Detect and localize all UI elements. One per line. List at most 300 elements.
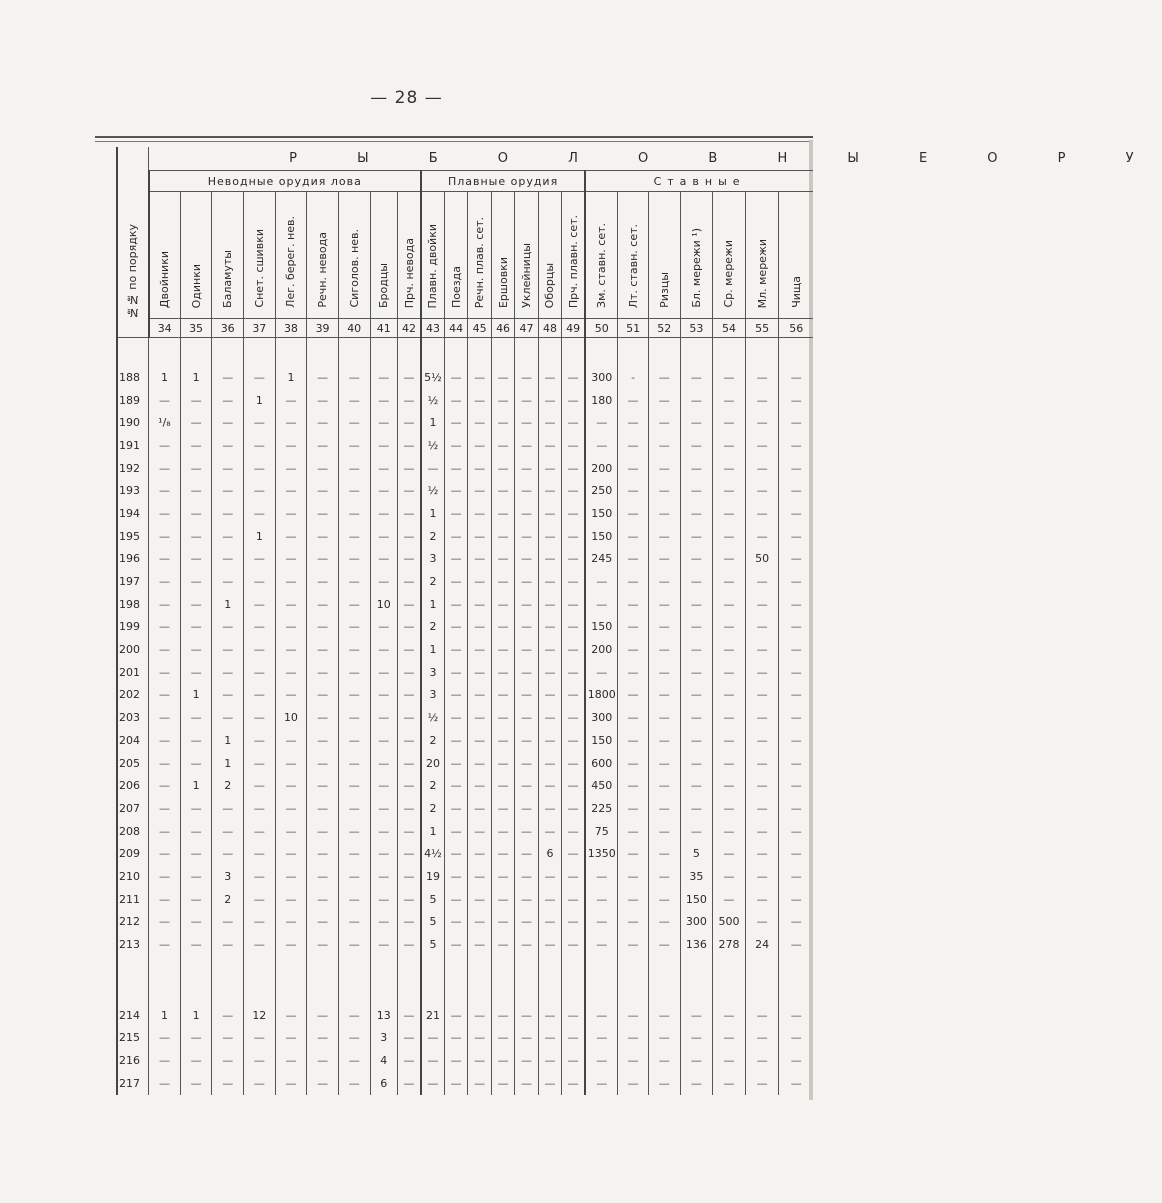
table-cell: — [468,774,491,797]
table-cell: — [307,684,339,707]
table-cell: — [398,502,421,525]
gap-cell [275,956,307,1004]
table-cell: — [648,434,680,457]
table-cell: 3 [421,684,444,707]
table-cell: — [212,389,244,412]
table-cell: — [562,638,585,661]
table-cell: — [444,706,467,729]
table-cell: — [149,911,181,934]
table-cell: — [515,525,538,548]
table-cell: — [618,661,649,684]
table-cell: 1800 [585,684,618,707]
table-cell: — [648,525,680,548]
table-cell: — [562,457,585,480]
table-cell: — [538,684,561,707]
table-cell: — [538,911,561,934]
table-cell: — [444,888,467,911]
gap-cell [680,956,713,1004]
table-cell: — [562,1004,585,1027]
table-cell: — [618,865,649,888]
column-name: Оборцы [543,262,557,308]
table-cell: — [538,933,561,956]
table-cell: 2 [212,888,244,911]
table-cell: — [618,411,649,434]
table-cell: — [779,548,813,571]
gap-cell [713,956,746,1004]
row-number: 204 [117,729,149,752]
table-cell: — [713,729,746,752]
table-cell: 1 [421,820,444,843]
spacer-cell [398,338,421,367]
row-number: 203 [117,706,149,729]
table-cell: — [444,797,467,820]
table-row [117,865,813,888]
table-cell: — [538,638,561,661]
table-cell: — [648,616,680,639]
table-cell: — [491,933,514,956]
table-cell: — [680,593,713,616]
row-number: 215 [117,1027,149,1050]
table-cell: — [468,548,491,571]
table-cell: — [515,502,538,525]
table-cell: — [468,865,491,888]
table-cell: 3 [212,865,244,888]
table-cell: — [618,502,649,525]
row-number: 188 [117,366,149,389]
table-cell: — [538,797,561,820]
table-cell: — [562,729,585,752]
table-cell: — [212,1072,244,1095]
table-cell: — [713,616,746,639]
table-cell: 3 [421,661,444,684]
table-cell: — [648,865,680,888]
table-cell: — [398,661,421,684]
table-cell: — [779,366,813,389]
table-cell: — [538,774,561,797]
column-name: Одинки [189,263,203,308]
table-cell: — [515,911,538,934]
table-cell: — [538,888,561,911]
table-cell: — [468,638,491,661]
table-cell: 180 [585,389,618,412]
table-row [117,1072,813,1095]
table-cell: — [307,434,339,457]
table-cell: 2 [421,616,444,639]
spacer-row [117,338,813,367]
table-cell: — [618,1072,649,1095]
table-row [117,616,813,639]
table-cell: — [370,820,398,843]
table-cell: — [149,797,181,820]
table-cell: — [275,820,307,843]
table-cell: — [244,933,276,956]
column-name: Баламуты [221,250,235,308]
table-cell: — [307,593,339,616]
table-cell: — [713,1049,746,1072]
table-cell: — [745,638,779,661]
table-cell: — [275,661,307,684]
table-cell: — [779,502,813,525]
table-cell: — [149,502,181,525]
table-cell: — [275,933,307,956]
table-cell: — [338,752,370,775]
table-cell: — [398,434,421,457]
table-cell: — [149,525,181,548]
column-name: Плавн. двойки [426,223,440,308]
table-cell: — [444,1004,467,1027]
table-cell: — [149,752,181,775]
column-number: 53 [680,319,713,338]
row-number: 196 [117,548,149,571]
column-number: 40 [338,319,370,338]
table-cell: — [562,593,585,616]
table-cell: — [468,888,491,911]
table-cell: — [444,457,467,480]
spacer-cell [648,338,680,367]
table-cell: — [779,865,813,888]
table-cell: 1350 [585,842,618,865]
column-header-42 [398,192,421,319]
table-cell: — [275,842,307,865]
table-cell: 2 [212,774,244,797]
table-cell: — [149,638,181,661]
table-cell: — [398,865,421,888]
table-cell: 1 [244,389,276,412]
table-cell: — [491,888,514,911]
table-cell: — [444,638,467,661]
table-cell: — [275,865,307,888]
table-cell: — [515,797,538,820]
table-cell: — [338,1049,370,1072]
table-cell: — [370,706,398,729]
table-cell: — [468,411,491,434]
table-cell: — [370,434,398,457]
table-cell: — [275,389,307,412]
column-name: Ср. мережи [722,240,736,308]
table-cell: ½ [421,706,444,729]
table-cell: — [538,548,561,571]
table-cell: — [468,1049,491,1072]
table-cell: — [275,911,307,934]
table-cell: — [713,797,746,820]
table-cell: 150 [585,616,618,639]
table-cell: — [515,411,538,434]
table-cell: — [618,729,649,752]
gap-cell [779,956,813,1004]
table-cell: — [648,411,680,434]
table-row [117,479,813,502]
table-cell: — [562,661,585,684]
table-cell: — [745,616,779,639]
table-cell: — [275,525,307,548]
table-row [117,548,813,571]
table-cell: — [212,548,244,571]
spacer-cell [515,338,538,367]
table-cell: — [149,616,181,639]
table-cell: — [212,684,244,707]
column-number: 45 [468,319,491,338]
gap-cell [538,956,561,1004]
table-cell: — [779,389,813,412]
column-number: 35 [180,319,212,338]
top-rule-thin [95,141,813,142]
table-cell: — [180,457,212,480]
table-cell: 2 [421,774,444,797]
table-cell: — [680,479,713,502]
table-cell: — [538,411,561,434]
table-cell: — [338,820,370,843]
table-cell: — [275,1004,307,1027]
table-cell: — [180,911,212,934]
table-cell: — [538,706,561,729]
table-cell: — [779,1072,813,1095]
table-cell: — [398,774,421,797]
table-cell: 2 [421,525,444,548]
column-number: 49 [562,319,585,338]
table-cell: 300 [680,911,713,934]
data-table [116,147,1162,1095]
table-cell: — [444,570,467,593]
page-number: — 28 — [370,88,443,108]
column-name: Лег. берег. нев. [284,216,298,308]
table-cell: — [398,411,421,434]
table-cell: — [680,1004,713,1027]
table-cell: — [212,842,244,865]
table-cell: — [180,389,212,412]
table-cell: — [779,411,813,434]
table-cell: — [779,797,813,820]
table-cell: — [680,525,713,548]
column-number: 39 [307,319,339,338]
column-header-50 [585,192,618,319]
table-cell: — [618,638,649,661]
table-cell: — [618,457,649,480]
table-cell: — [515,888,538,911]
table-cell: — [244,548,276,571]
table-cell: — [648,820,680,843]
table-cell: — [585,1049,618,1072]
table-cell: — [538,479,561,502]
table-cell: — [618,479,649,502]
table-cell: — [779,820,813,843]
table-cell: — [338,684,370,707]
gap-cell [444,956,467,1004]
table-cell: — [370,502,398,525]
table-cell: — [562,706,585,729]
table-cell: — [618,752,649,775]
table-cell: — [180,616,212,639]
table-cell: — [648,570,680,593]
table-cell: — [338,570,370,593]
table-cell: — [713,865,746,888]
column-number: 48 [538,319,561,338]
table-cell: — [562,411,585,434]
table-cell: — [491,457,514,480]
table-cell: — [338,933,370,956]
gap-cell [562,956,585,1004]
table-cell: 4 [370,1049,398,1072]
table-cell: 5 [680,842,713,865]
table-cell: — [779,570,813,593]
table-cell: — [149,661,181,684]
table-cell: — [745,457,779,480]
row-number: 193 [117,479,149,502]
table-cell: — [244,774,276,797]
table-cell: 13 [370,1004,398,1027]
table-cell: — [180,842,212,865]
table-cell: — [244,593,276,616]
table-cell: — [180,797,212,820]
table-cell: — [713,502,746,525]
table-cell: — [745,797,779,820]
table-cell: — [491,593,514,616]
table-cell: — [779,729,813,752]
column-name: Прч. невода [402,237,416,308]
table-cell: — [680,820,713,843]
table-cell: — [648,366,680,389]
table-cell: — [338,661,370,684]
spacer-cell [745,338,779,367]
column-header-46 [491,192,514,319]
table-cell: — [212,933,244,956]
spacer-cell [491,338,514,367]
table-cell: — [538,1027,561,1050]
gap-row [117,956,813,1004]
table-cell: — [538,366,561,389]
table-cell: — [618,434,649,457]
table-cell: — [180,525,212,548]
table-cell: — [745,888,779,911]
column-number: 38 [275,319,307,338]
column-name: Сиголов. нев. [347,229,361,308]
table-cell: — [491,479,514,502]
gap-cell [338,956,370,1004]
row-number: 190 [117,411,149,434]
table-cell: 150 [680,888,713,911]
table-cell: — [562,616,585,639]
table-cell: — [307,411,339,434]
table-cell: — [212,706,244,729]
table-cell: — [468,1072,491,1095]
table-cell: — [585,865,618,888]
table-cell: — [307,661,339,684]
table-cell: — [149,1072,181,1095]
table-cell: — [307,502,339,525]
table-cell: — [307,729,339,752]
group-header-2: Ставные [585,171,813,192]
table-cell: — [468,684,491,707]
table-cell: — [779,525,813,548]
table-cell: — [585,1004,618,1027]
table-cell: 2 [421,797,444,820]
table-cell: — [244,752,276,775]
column-name: Зм. ставн. сет. [595,223,609,308]
table-cell: — [680,684,713,707]
table-cell: — [538,661,561,684]
table-cell: — [515,1049,538,1072]
table-cell: — [370,661,398,684]
table-cell: — [149,888,181,911]
table-cell: — [307,638,339,661]
table-row [117,774,813,797]
column-name: Мл. мережи [755,238,769,308]
table-cell: — [713,366,746,389]
table-cell: — [244,706,276,729]
column-number: 56 [779,319,813,338]
table-cell: — [212,1049,244,1072]
row-number: 194 [117,502,149,525]
row-number: 195 [117,525,149,548]
table-row [117,570,813,593]
table-cell: — [648,548,680,571]
table-cell: — [275,774,307,797]
table-cell: — [515,933,538,956]
table-cell: 1 [421,411,444,434]
table-cell: — [538,820,561,843]
table-cell: — [562,1049,585,1072]
table-cell: — [244,661,276,684]
table-cell: — [468,1004,491,1027]
table-cell: — [244,1027,276,1050]
corner-header-label: №№ по порядку [126,223,140,319]
spacer-cell [275,338,307,367]
table-cell: — [745,1027,779,1050]
table-cell: — [149,774,181,797]
table-cell: — [180,434,212,457]
table-cell: — [275,502,307,525]
table-cell: — [680,1049,713,1072]
corner-header [117,147,149,338]
table-cell: — [307,525,339,548]
table-cell: — [515,479,538,502]
table-cell: — [212,911,244,934]
table-cell: — [212,616,244,639]
table-cell: 10 [275,706,307,729]
table-cell: — [307,820,339,843]
table-cell: — [149,1049,181,1072]
table-cell: — [779,684,813,707]
table-cell: — [648,729,680,752]
table-cell: — [338,842,370,865]
table-cell: — [680,661,713,684]
table-cell: — [491,1072,514,1095]
table-cell: — [515,389,538,412]
table-cell: 12 [244,1004,276,1027]
table-cell: — [275,548,307,571]
table-cell: — [244,911,276,934]
table-cell: — [648,684,680,707]
table-cell: — [149,457,181,480]
table-cell: — [244,570,276,593]
table-row [117,502,813,525]
table-cell: — [779,457,813,480]
table-cell: — [244,366,276,389]
table-cell: — [244,411,276,434]
column-number: 52 [648,319,680,338]
table-cell: — [307,888,339,911]
table-cell: — [307,457,339,480]
table-cell: — [713,661,746,684]
table-cell: — [680,434,713,457]
table-row [117,593,813,616]
table-cell: — [370,729,398,752]
table-cell: — [515,1004,538,1027]
column-number: 50 [585,319,618,338]
table-cell: — [212,525,244,548]
table-cell: - [618,366,649,389]
table-cell: — [275,457,307,480]
table-cell: — [244,638,276,661]
